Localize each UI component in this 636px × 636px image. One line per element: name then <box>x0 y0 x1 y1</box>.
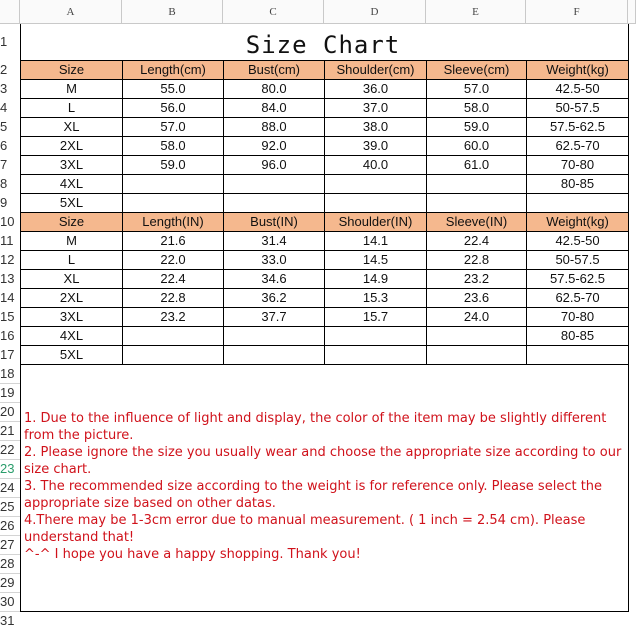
row-header-30[interactable]: 30 <box>0 594 15 609</box>
row-header-25[interactable]: 25 <box>0 499 15 514</box>
in_table-cell[interactable]: 22.8 <box>463 252 490 267</box>
in_table-cell[interactable]: L <box>67 252 76 267</box>
in_table-cell[interactable] <box>427 327 526 345</box>
cm_table-cell[interactable] <box>123 194 223 212</box>
column-header-c[interactable]: C <box>223 0 324 24</box>
in_table-cell[interactable]: 14.1 <box>362 233 389 248</box>
column-header-a[interactable]: A <box>20 0 122 24</box>
row-guide <box>0 554 20 555</box>
row-header-19[interactable]: 19 <box>0 385 15 400</box>
row-header-23[interactable]: 23 <box>0 461 15 476</box>
grid-vline <box>628 24 629 612</box>
in_table-cell[interactable] <box>427 346 526 364</box>
in_table-cell[interactable]: 70-80 <box>560 309 595 324</box>
row-header-1[interactable]: 1 <box>0 34 8 49</box>
in_table-cell[interactable] <box>123 327 223 345</box>
cm_table-cell[interactable]: 2XL <box>59 138 84 153</box>
column-header-d[interactable]: D <box>324 0 426 24</box>
in_table-header-1[interactable]: Length(IN) <box>123 213 223 231</box>
select-all-corner[interactable] <box>0 0 20 24</box>
row-header-18[interactable]: 18 <box>0 366 15 381</box>
cm_table-cell[interactable]: 57.0 <box>160 119 186 134</box>
note-line: 1. Due to the influence of light and display, the color of the item may be slightly different from the picture. <box>24 411 607 443</box>
cm_table-cell[interactable]: 40.0 <box>362 157 389 172</box>
in_table-cell[interactable]: 31.4 <box>261 233 287 248</box>
cm_table-cell[interactable]: 37.0 <box>362 100 389 115</box>
cm_table-cell[interactable]: 3XL <box>59 157 84 172</box>
in_table-cell[interactable]: 50-57.5 <box>555 252 600 267</box>
row-header-12[interactable]: 12 <box>0 252 15 267</box>
in_table-cell[interactable] <box>325 346 426 364</box>
cm_table-cell[interactable]: 56.0 <box>160 100 186 115</box>
in_table-cell[interactable]: 23.6 <box>463 290 490 305</box>
in_table-cell[interactable]: 14.9 <box>362 271 389 286</box>
row-header-24[interactable]: 24 <box>0 480 15 495</box>
in_table-cell[interactable]: 36.2 <box>261 290 287 305</box>
cm_table-header-4[interactable]: Sleeve(cm) <box>427 61 526 79</box>
in_table-cell[interactable] <box>527 346 628 364</box>
row-header-11[interactable]: 11 <box>0 233 14 248</box>
cm_table-cell[interactable]: 80-85 <box>560 176 595 191</box>
grid-hline <box>20 611 628 612</box>
row-guide <box>0 516 20 517</box>
cm_table-cell[interactable] <box>427 194 526 212</box>
row-header-5[interactable]: 5 <box>0 119 8 134</box>
cm_table-header-3[interactable]: Shoulder(cm) <box>325 61 426 79</box>
cm_table-header-0[interactable]: Size <box>21 61 122 79</box>
cm_table-cell[interactable] <box>325 175 426 193</box>
cm_table-cell[interactable] <box>224 194 324 212</box>
cm_table-cell[interactable]: 42.5-50 <box>555 81 600 96</box>
column-header-b[interactable]: B <box>122 0 223 24</box>
in_table-cell[interactable]: 2XL <box>59 290 84 305</box>
row-guide <box>0 611 20 612</box>
row-guide <box>0 592 20 593</box>
cm_table-cell[interactable]: XL <box>63 119 80 134</box>
in_table-header-3[interactable]: Shoulder(IN) <box>325 213 426 231</box>
in_table-cell[interactable] <box>123 346 223 364</box>
in_table-cell[interactable]: 4XL <box>59 328 84 343</box>
row-header-14[interactable]: 14 <box>0 290 15 305</box>
row-header-7[interactable]: 7 <box>0 157 8 172</box>
cm_table-cell[interactable]: 5XL <box>59 195 84 210</box>
row-guide <box>0 497 20 498</box>
in_table-cell[interactable]: 15.7 <box>362 309 389 324</box>
cm_table-cell[interactable]: 59.0 <box>160 157 186 172</box>
row-header-2[interactable]: 2 <box>0 62 8 77</box>
grid-hline <box>20 364 628 365</box>
cm_table-cell[interactable]: 57.0 <box>463 81 490 96</box>
cm_table-cell[interactable]: 59.0 <box>463 119 490 134</box>
row-guide <box>0 421 20 422</box>
row-header-20[interactable]: 20 <box>0 404 15 419</box>
in_table-cell[interactable]: 24.0 <box>463 309 490 324</box>
in_table-cell[interactable]: M <box>66 233 77 248</box>
cm_table-cell[interactable]: 55.0 <box>160 81 186 96</box>
chart-title[interactable]: Size Chart <box>245 31 401 59</box>
cm_table-cell[interactable]: 96.0 <box>261 157 287 172</box>
row-header-29[interactable]: 29 <box>0 575 15 590</box>
row-header-17[interactable]: 17 <box>0 347 15 362</box>
row-header-27[interactable]: 27 <box>0 537 15 552</box>
in_table-cell[interactable]: 57.5-62.5 <box>550 271 605 286</box>
in_table-cell[interactable]: 80-85 <box>560 328 595 343</box>
note-line: 2. Please ignore the size you usually wear and choose the appropriate size according to our size chart. <box>24 445 622 477</box>
row-header-6[interactable]: 6 <box>0 138 8 153</box>
in_table-cell[interactable] <box>325 327 426 345</box>
in_table-header-2[interactable]: Bust(IN) <box>224 213 324 231</box>
cm_table-cell[interactable]: M <box>66 81 77 96</box>
note-line: 3. The recommended size according to the weight is for reference only. Please select the appropriate size based on other datas. <box>24 479 603 511</box>
in_table-cell[interactable]: 34.6 <box>261 271 287 286</box>
row-header-28[interactable]: 28 <box>0 556 15 571</box>
cm_table-cell[interactable]: 58.0 <box>160 138 186 153</box>
in_table-cell[interactable] <box>224 346 324 364</box>
cm_table-cell[interactable]: 38.0 <box>362 119 389 134</box>
in_table-cell[interactable]: 5XL <box>59 347 84 362</box>
cm_table-cell[interactable]: 70-80 <box>560 157 595 172</box>
cm_table-cell[interactable]: 57.5-62.5 <box>550 119 605 134</box>
row-guide <box>0 478 20 479</box>
in_table-cell[interactable]: 14.5 <box>362 252 389 267</box>
in_table-cell[interactable]: 33.0 <box>261 252 287 267</box>
note-line: ^-^ I hope you have a happy shopping. Thank you! <box>24 547 361 562</box>
in_table-cell[interactable]: 62.5-70 <box>555 290 600 305</box>
row-header-26[interactable]: 26 <box>0 518 15 533</box>
in_table-cell[interactable]: 37.7 <box>261 309 287 324</box>
row-guide <box>0 535 20 536</box>
cm_table-cell[interactable]: 61.0 <box>463 157 490 172</box>
in_table-header-4[interactable]: Sleeve(IN) <box>427 213 526 231</box>
in_table-cell[interactable]: 22.8 <box>160 290 186 305</box>
cm_table-cell[interactable]: 39.0 <box>362 138 389 153</box>
cm_table-cell[interactable] <box>325 194 426 212</box>
cm_table-cell[interactable] <box>527 194 628 212</box>
cm_table-cell[interactable]: 36.0 <box>362 81 389 96</box>
cm_table-cell[interactable]: L <box>67 100 76 115</box>
cm_table-cell[interactable]: 58.0 <box>463 100 490 115</box>
cm_table-cell[interactable] <box>123 175 223 193</box>
row-header-22[interactable]: 22 <box>0 442 15 457</box>
row-header-8[interactable]: 8 <box>0 176 8 191</box>
in_table-cell[interactable]: 22.4 <box>463 233 490 248</box>
row-header-13[interactable]: 13 <box>0 271 15 286</box>
cm_table-cell[interactable]: 84.0 <box>261 100 287 115</box>
in_table-cell[interactable]: 22.0 <box>160 252 186 267</box>
in_table-cell[interactable]: 22.4 <box>160 271 186 286</box>
cm_table-cell[interactable] <box>427 175 526 193</box>
row-header-31[interactable]: 31 <box>0 613 15 628</box>
in_table-cell[interactable]: 42.5-50 <box>555 233 600 248</box>
row-header-9[interactable]: 9 <box>0 195 8 210</box>
row-guide <box>0 573 20 574</box>
row-header-3[interactable]: 3 <box>0 81 8 96</box>
row-header-4[interactable]: 4 <box>0 100 8 115</box>
row-header-15[interactable]: 15 <box>0 309 15 324</box>
in_table-cell[interactable]: XL <box>63 271 80 286</box>
cm_table-cell[interactable]: 92.0 <box>261 138 287 153</box>
row-guide <box>0 459 20 460</box>
cm_table-cell[interactable]: 62.5-70 <box>555 138 600 153</box>
cm_table-cell[interactable] <box>224 175 324 193</box>
row-header-21[interactable]: 21 <box>0 423 15 438</box>
cm_table-header-2[interactable]: Bust(cm) <box>224 61 324 79</box>
row-header-10[interactable]: 10 <box>0 214 15 229</box>
cm_table-cell[interactable]: 50-57.5 <box>555 100 600 115</box>
row-header-16[interactable]: 16 <box>0 328 15 343</box>
row-guide <box>0 402 20 403</box>
in_table-cell[interactable]: 23.2 <box>463 271 490 286</box>
row-guide <box>0 383 20 384</box>
in_table-header-5[interactable]: Weight(kg) <box>527 213 628 231</box>
in_table-cell[interactable]: 21.6 <box>160 233 186 248</box>
column-header-stub <box>628 0 636 24</box>
in_table-cell[interactable]: 15.3 <box>362 290 389 305</box>
cm_table-cell[interactable]: 4XL <box>59 176 84 191</box>
note-line: 4.There may be 1-3cm error due to manual measurement. ( 1 inch = 2.54 cm). Please understand that! <box>24 513 586 545</box>
row-guide <box>0 440 20 441</box>
in_table-cell[interactable]: 23.2 <box>160 309 186 324</box>
column-header-f[interactable]: F <box>526 0 628 24</box>
cm_table-cell[interactable]: 60.0 <box>463 138 490 153</box>
in_table-cell[interactable]: 3XL <box>59 309 84 324</box>
cm_table-header-1[interactable]: Length(cm) <box>123 61 223 79</box>
column-header-e[interactable]: E <box>426 0 526 24</box>
in_table-cell[interactable] <box>224 327 324 345</box>
cm_table-cell[interactable]: 88.0 <box>261 119 287 134</box>
in_table-header-0[interactable]: Size <box>21 213 122 231</box>
cm_table-cell[interactable]: 80.0 <box>261 81 287 96</box>
cm_table-header-5[interactable]: Weight(kg) <box>527 61 628 79</box>
